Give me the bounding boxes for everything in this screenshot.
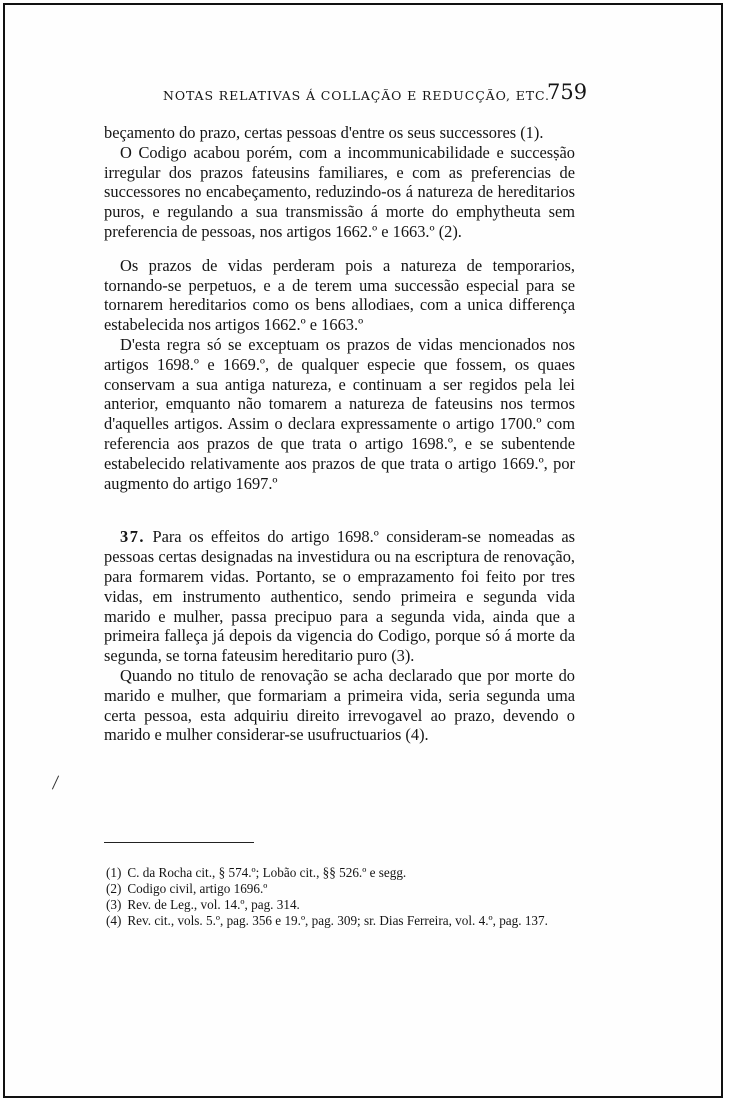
closing-paragraph: Quando no titulo de renovação se acha declarado que por morte do marido e mulher, que formariam a primeira vida, seria segunda uma certa pessoa, esta adquiriu direito irrevogavel ao prazo, devendo o marido e mulher considerar-se usufructuarios (4).: [104, 665, 575, 745]
footnote-text: Codigo civil, artigo 1696.º: [127, 881, 268, 896]
footnote-text: C. da Rocha cit., § 574.º; Lobão cit., §§ 526.º e segg.: [127, 865, 407, 880]
paragraph-1: beçamento do prazo, certas pessoas d'entre os seus successores (1).: [104, 123, 544, 142]
running-title: NOTAS RELATIVAS Á COLLAÇÃO E REDUCÇÃO, ETC.: [163, 88, 550, 103]
footnote-2: [106, 881, 575, 897]
footnote-number: (1): [106, 865, 122, 880]
main-text: [104, 123, 575, 745]
footnote-3: [106, 897, 575, 913]
footnote-1: [106, 865, 575, 881]
page-number: 759: [547, 80, 588, 104]
paragraph-4: D'esta regra só se exceptuam os prazos de vidas mencionados nos artigos 1698.º e 1669.º, de qualquer especie que fossem, os quaes conservam a sua antiga natureza, e continuam a ser regidos pela lei anterior, emquanto não tomarem a natureza de fateusins nos termos d'aquelles artigos. Assim o declara expressamente o artigo 1700.º com referencia aos prazos de que trata o artigo 1698.º, e se subentende estabelecido relativamente aos prazos de que trata o artigo 1669.º, por augmento do artigo 1697.º: [104, 334, 575, 493]
footnote-rule: [104, 842, 254, 843]
paragraph-2: O Codigo acabou porém, com a incommunicabilidade e succesṣão irregular dos prazos fateusins familiares, e com as preferencias de successores no encabeçamento, reduzindo-os á natureza de hereditarios puros, e regulando a sua transmissão á morte do emphytheuta sem preferencia de pessoas, nos artigos 1662.º e 1663.º (2).: [104, 142, 575, 241]
footnote-number: (4): [106, 913, 122, 928]
footnote-text: Rev. de Leg., vol. 14.º, pag. 314.: [127, 897, 300, 912]
footnote-number: (3): [106, 897, 122, 912]
section-37-paragraph: [104, 527, 575, 666]
section-number: 37.: [120, 527, 145, 547]
footnote-text: Rev. cit., vols. 5.º, pag. 356 e 19.º, pag. 309; sr. Dias Ferreira, vol. 4.º, pag. 137.: [127, 913, 548, 928]
section-text: Para os effeitos do artigo 1698.º consideram-se nomeadas as pessoas certas designadas na investidura ou na escriptura de renovação, para formarem vidas. Portanto, se o emprazamento foi feito por tres vidas, em instrumento authentico, sendo primeira e segunda vida marido e mulher, passa precipuo para a segunda vida, ainda que a primeira falleça já depois da vigencia do Codigo, porque só á morte da segunda, se torna fateusim hereditario puro (3).: [104, 527, 575, 666]
footnote-4: [106, 913, 575, 929]
footnotes: [106, 865, 575, 929]
footnote-number: (2): [106, 881, 122, 896]
running-header: [163, 80, 600, 104]
paragraph-3: Os prazos de vidas perderam pois a natureza de temporarios, tornando-se perpetuos, e a de terem uma successão especial para se tornarem hereditarios como os bens allodiaes, com a unica differença estabelecida nos artigos 1662.º e 1663.º: [104, 255, 575, 335]
